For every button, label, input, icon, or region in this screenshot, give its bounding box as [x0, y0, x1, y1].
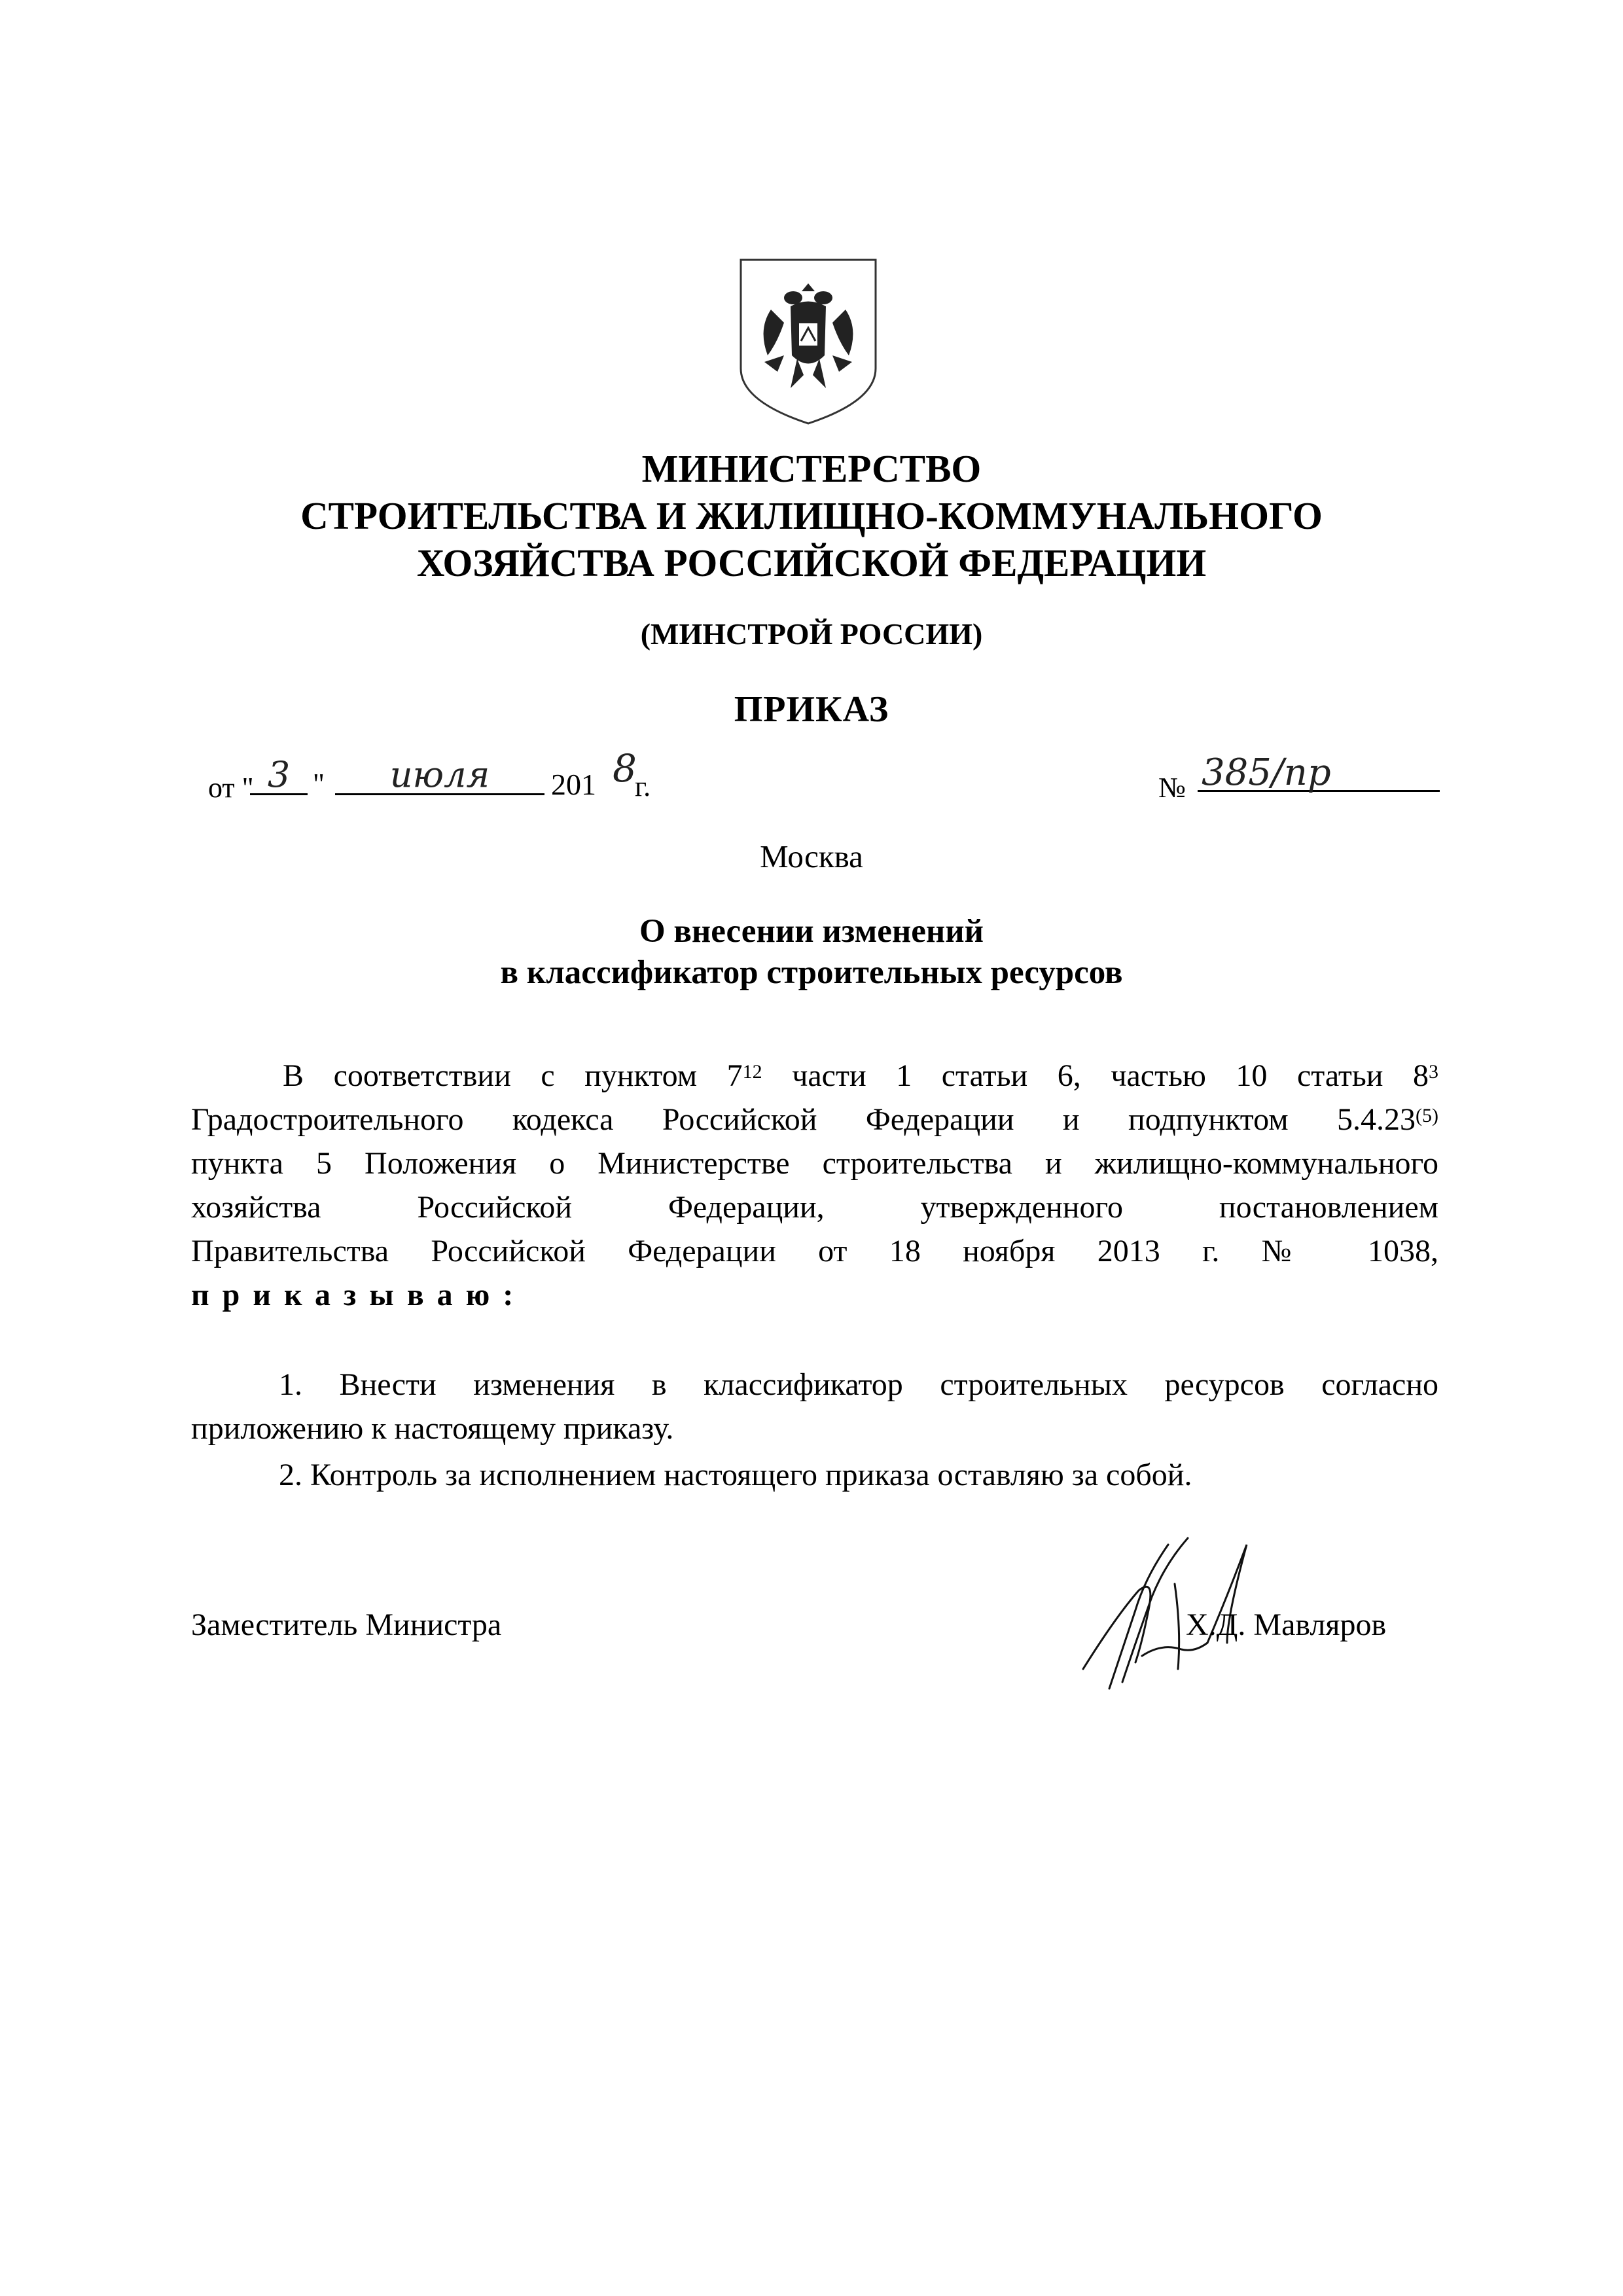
date-month-handwritten: июля: [335, 754, 544, 795]
coat-of-arms-emblem: [738, 257, 878, 426]
date-year-suffix: г.: [635, 770, 651, 802]
order-title: [0, 911, 1623, 994]
signatory-name: Х.Д. Мавляров: [1186, 1607, 1387, 1642]
ministry-line-3: ХОЗЯЙСТВА РОССИЙСКОЙ ФЕДЕРАЦИИ: [416, 541, 1207, 584]
preamble-line-3: пункта 5 Положения о Министерстве строительства и жилищно-коммунального: [191, 1146, 1438, 1181]
item-2-line: 2. Контроль за исполнением настоящего приказа оставляю за собой.: [279, 1458, 1192, 1492]
order-title-line-1: О внесении изменений: [639, 913, 984, 950]
ministry-line-1: МИНИСТЕРСТВО: [641, 447, 982, 490]
document-type-heading: ПРИКАЗ: [734, 689, 889, 730]
item-1-line-1: 1. Внести изменения в классификатор строительных ресурсов согласно: [279, 1367, 1438, 1402]
preamble-line-2: [191, 1098, 1438, 1141]
city: Москва: [760, 838, 863, 874]
preamble-text: В соответствии с пунктом 7: [283, 1058, 743, 1093]
order-word-line: [191, 1273, 1438, 1317]
preamble-paragraph: [191, 1054, 1438, 1317]
preamble-line-1: [191, 1054, 1438, 1098]
superscript: 3: [1429, 1061, 1439, 1083]
number-sign: №: [1158, 772, 1186, 804]
preamble-line-4: хозяйства Российской Федерации, утвержденного постановлением: [191, 1190, 1438, 1225]
preamble-text: Градостроительного кодекса Российской Федерации и подпунктом 5.4.23: [191, 1102, 1416, 1137]
ministry-name: [0, 445, 1623, 586]
date-year-prefix: 201: [551, 768, 596, 801]
date-day-handwritten: 3: [250, 754, 308, 795]
superscript: (5): [1416, 1105, 1438, 1126]
signatory-position: Заместитель Министра: [191, 1607, 502, 1642]
date-year-digit-handwritten: 8: [613, 746, 637, 791]
order-number-handwritten: 385/пр: [1198, 751, 1440, 792]
superscript: 12: [742, 1061, 762, 1083]
order-item-1: [191, 1363, 1438, 1450]
ministry-line-2: СТРОИТЕЛЬСТВА И ЖИЛИЩНО-КОММУНАЛЬНОГО: [300, 494, 1323, 537]
ministry-abbreviation: (МИНСТРОЙ РОССИИ): [640, 617, 983, 651]
date-prefix: от ": [208, 772, 254, 804]
preamble-line-5: Правительства Российской Федерации от 18 ноября 2013 г. № 1038,: [191, 1234, 1438, 1268]
order-word: приказываю:: [191, 1278, 527, 1312]
date-quote: ": [313, 768, 325, 800]
preamble-text: части 1 статьи 6, частью 10 статьи 8: [762, 1058, 1429, 1093]
order-item-2: [191, 1453, 1438, 1497]
order-title-line-2: в классификатор строительных ресурсов: [500, 954, 1123, 991]
item-1-line-2: приложению к настоящему приказу.: [191, 1411, 674, 1446]
